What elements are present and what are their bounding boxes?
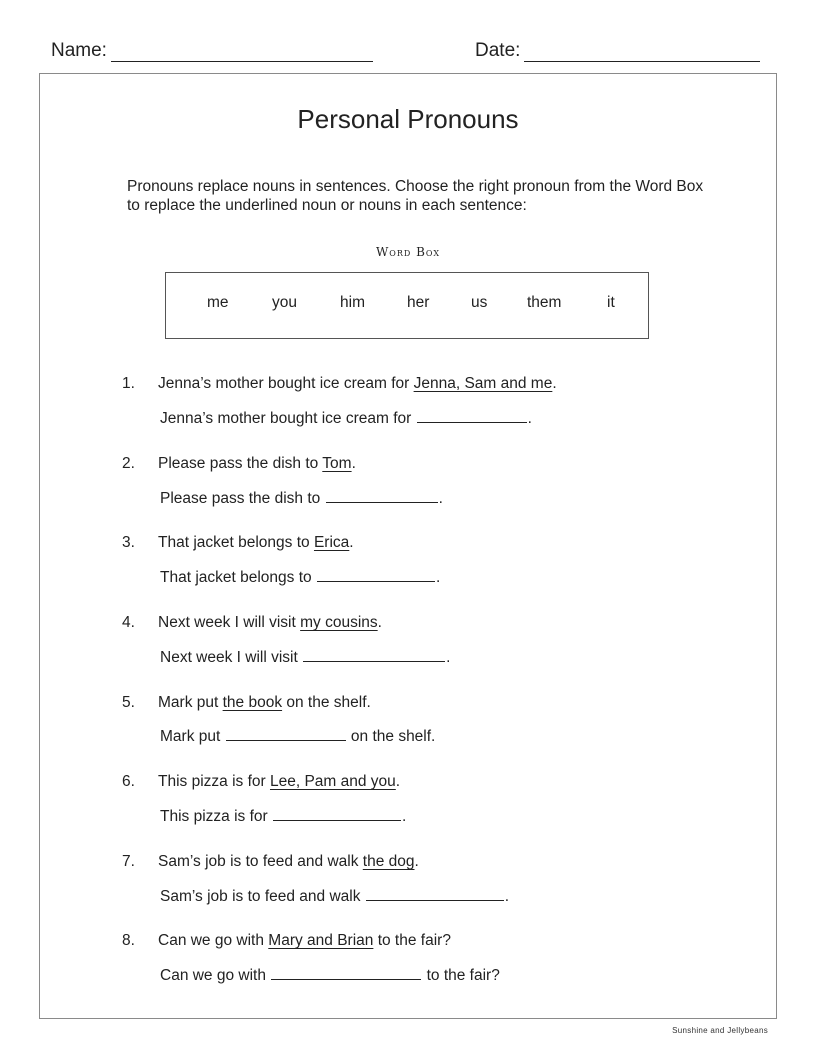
question-4 [122, 614, 382, 632]
underlined-noun: the book [222, 694, 283, 711]
question-text: Mark put [158, 694, 223, 711]
answer-text-end: . [527, 410, 532, 427]
answer-blank[interactable] [326, 488, 438, 503]
answer-text-end: . [435, 569, 441, 586]
word-box-item: her [407, 294, 430, 311]
instructions: Pronouns replace nouns in sentences. Choose the right pronoun from the Word Box to replace the underlined noun or nouns in each sentence: [127, 178, 704, 214]
answer-text: Please pass the dish to [160, 490, 325, 507]
word-box-item: him [340, 294, 365, 311]
answer-7 [160, 886, 509, 906]
answer-text-end: to the fair? [422, 967, 500, 984]
answer-blank[interactable] [226, 726, 346, 741]
footer-credit: Sunshine and Jellybeans [672, 1026, 768, 1035]
word-box-label: Word Box [375, 245, 441, 259]
question-text: Can we go with [158, 932, 269, 949]
answer-2 [160, 488, 443, 508]
question-number: 2. [122, 455, 135, 472]
question-number: 3. [122, 534, 135, 551]
underlined-noun: Jenna, Sam and me [413, 375, 553, 392]
question-number: 5. [122, 694, 135, 711]
question-3 [122, 534, 354, 552]
answer-blank[interactable] [273, 806, 401, 821]
answer-text: That jacket belongs to [160, 569, 316, 586]
underlined-noun: Lee, Pam and you [269, 773, 396, 790]
word-box-item: them [527, 294, 562, 311]
date-label: Date: [475, 40, 521, 61]
answer-blank[interactable] [317, 567, 435, 582]
question-text-end: . [414, 853, 419, 870]
underlined-noun: Mary and Brian [268, 932, 374, 949]
answer-text-end: . [438, 490, 443, 507]
question-5 [122, 694, 371, 712]
question-text-end: . [395, 773, 401, 790]
name-label: Name: [51, 40, 107, 61]
question-number: 4. [122, 614, 135, 631]
name-blank[interactable] [111, 43, 373, 62]
underlined-noun: the dog [362, 853, 415, 870]
question-text: Please pass the dish to [158, 455, 323, 472]
answer-text: Can we go with [160, 967, 271, 984]
answer-text-end: . [446, 649, 451, 666]
question-text-end: . [377, 614, 382, 631]
question-7 [122, 853, 419, 871]
question-text: Sam’s job is to feed and walk [158, 853, 363, 870]
word-box-item: us [471, 294, 488, 311]
answer-6 [160, 806, 406, 826]
answer-text: This pizza is for [160, 808, 272, 825]
word-box-item: me [207, 294, 229, 311]
question-6 [122, 773, 401, 791]
underlined-noun: my cousins [300, 614, 378, 631]
question-number: 8. [122, 932, 135, 949]
answer-blank[interactable] [303, 647, 445, 662]
answer-blank[interactable] [271, 965, 421, 980]
answer-text: Mark put [160, 728, 225, 745]
date-field [475, 40, 760, 62]
answer-text: Next week I will visit [160, 649, 303, 666]
answer-1 [160, 408, 532, 428]
word-box-item: you [272, 294, 297, 311]
question-number: 1. [122, 375, 135, 392]
answer-4 [160, 647, 450, 667]
question-2 [122, 455, 356, 473]
answer-3 [160, 567, 440, 587]
answer-5 [160, 726, 435, 746]
answer-8 [160, 965, 500, 985]
question-text: Jenna’s mother bought ice cream for [158, 375, 414, 392]
question-text: Next week I will visit [158, 614, 301, 631]
question-text-end: to the fair? [373, 932, 451, 949]
answer-text-end: on the shelf. [346, 728, 436, 745]
question-text-end: . [552, 375, 557, 392]
question-text-end: . [349, 534, 354, 551]
question-1 [122, 375, 557, 393]
question-text-end: on the shelf. [282, 694, 371, 711]
underlined-noun: Tom [322, 455, 352, 472]
question-8 [122, 932, 451, 950]
word-box-item: it [607, 294, 615, 311]
question-number: 7. [122, 853, 135, 870]
question-text-end: . [351, 455, 356, 472]
answer-text: Jenna’s mother bought ice cream for [160, 410, 416, 427]
name-field [51, 40, 373, 62]
question-text: This pizza is for [158, 773, 270, 790]
date-blank[interactable] [524, 43, 760, 62]
answer-text-end: . [504, 888, 510, 905]
answer-text: Sam’s job is to feed and walk [160, 888, 365, 905]
answer-blank[interactable] [366, 886, 504, 901]
word-box [165, 272, 649, 339]
answer-text-end: . [401, 808, 407, 825]
answer-blank[interactable] [417, 408, 527, 423]
underlined-noun: Erica [313, 534, 350, 551]
page-title: Personal Pronouns [297, 104, 519, 134]
question-number: 6. [122, 773, 135, 790]
question-text: That jacket belongs to [158, 534, 314, 551]
